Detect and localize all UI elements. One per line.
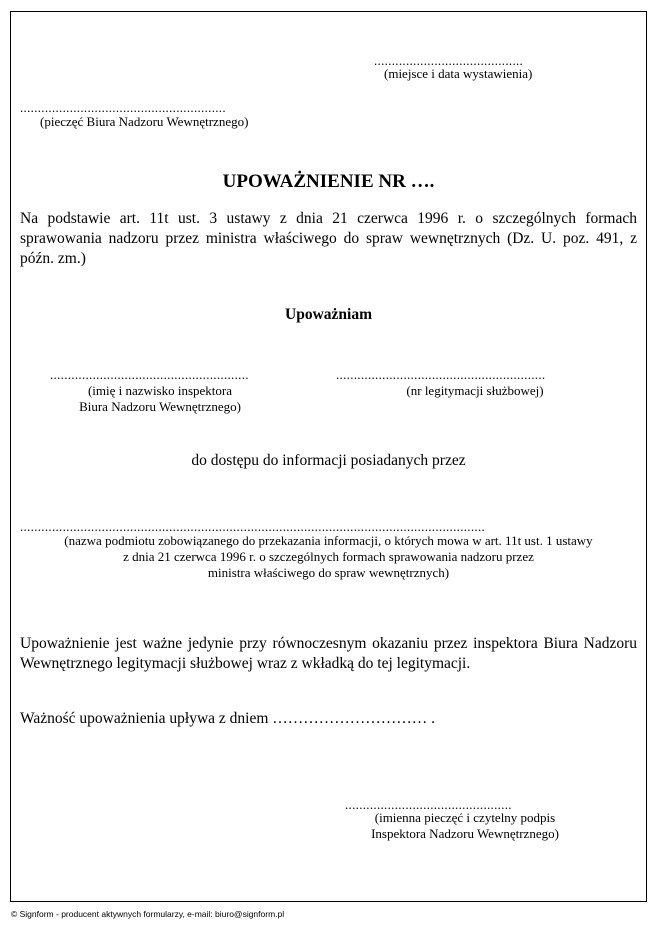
inspector-name-field[interactable]: ........................................................	[50, 367, 249, 382]
authorize-heading: Upoważniam	[285, 306, 372, 323]
entity-name-label	[10, 533, 647, 581]
signature-label	[345, 810, 585, 842]
signature-label-line1: (imienna pieczęć i czytelny podpis	[374, 810, 556, 825]
access-text: do dostępu do informacji posiadanych przez	[191, 452, 466, 469]
place-date-label: (miejsce i data wystawienia)	[384, 66, 533, 81]
entity-name-field[interactable]: ...................................................................................................................................	[20, 519, 486, 534]
footer-copyright: © Signform - producent aktywnych formularzy, e-mail: biuro@signform.pl	[11, 909, 285, 919]
id-number-label: (nr legitymacji służbowej)	[406, 383, 544, 398]
entity-label-line3: ministra właściwego do spraw wewnętrznych)	[207, 565, 450, 580]
document-title: UPOWAŻNIENIE NR ….	[222, 171, 435, 192]
expiry-text[interactable]: Ważność upoważnienia upływa z dniem ………………………… .	[20, 710, 436, 727]
office-stamp-label: (pieczęć Biura Nadzoru Wewnętrznego)	[40, 114, 249, 129]
entity-label-line1: (nazwa podmiotu zobowiązanego do przekazania informacji, o których mowa w art. 11t ust. 1 ustawy	[64, 533, 593, 548]
signature-label-line2: Inspektora Nadzoru Wewnętrznego)	[371, 826, 559, 841]
inspector-name-label-line1: (imię i nazwisko inspektora	[87, 383, 233, 398]
signature-field[interactable]: ...............................................	[345, 797, 512, 812]
id-number-field[interactable]: ...........................................................	[336, 367, 546, 382]
entity-label-line2: z dnia 21 czerwca 1996 r. o szczególnych formach sprawowania nadzoru przez	[123, 549, 534, 564]
legal-basis-paragraph: Na podstawie art. 11t ust. 3 ustawy z dnia 21 czerwca 1996 r. o szczególnych formach sprawowania nadzoru przez ministra właściwego do spraw wewnętrznych (Dz. U. poz. 491, z późn. zm.)	[20, 210, 637, 267]
inspector-name-label	[40, 383, 280, 415]
office-stamp-field[interactable]: ..........................................................	[20, 100, 226, 115]
validity-note: Upoważnienie jest ważne jedynie przy równoczesnym okazaniu przez inspektora Biura Nadzoru Wewnętrznego legitymacji służbowej wraz z wkładką do tej legitymacji.	[20, 635, 637, 672]
place-date-field[interactable]: ..........................................	[374, 53, 524, 68]
inspector-name-label-line2: Biura Nadzoru Wewnętrznego)	[79, 399, 241, 414]
